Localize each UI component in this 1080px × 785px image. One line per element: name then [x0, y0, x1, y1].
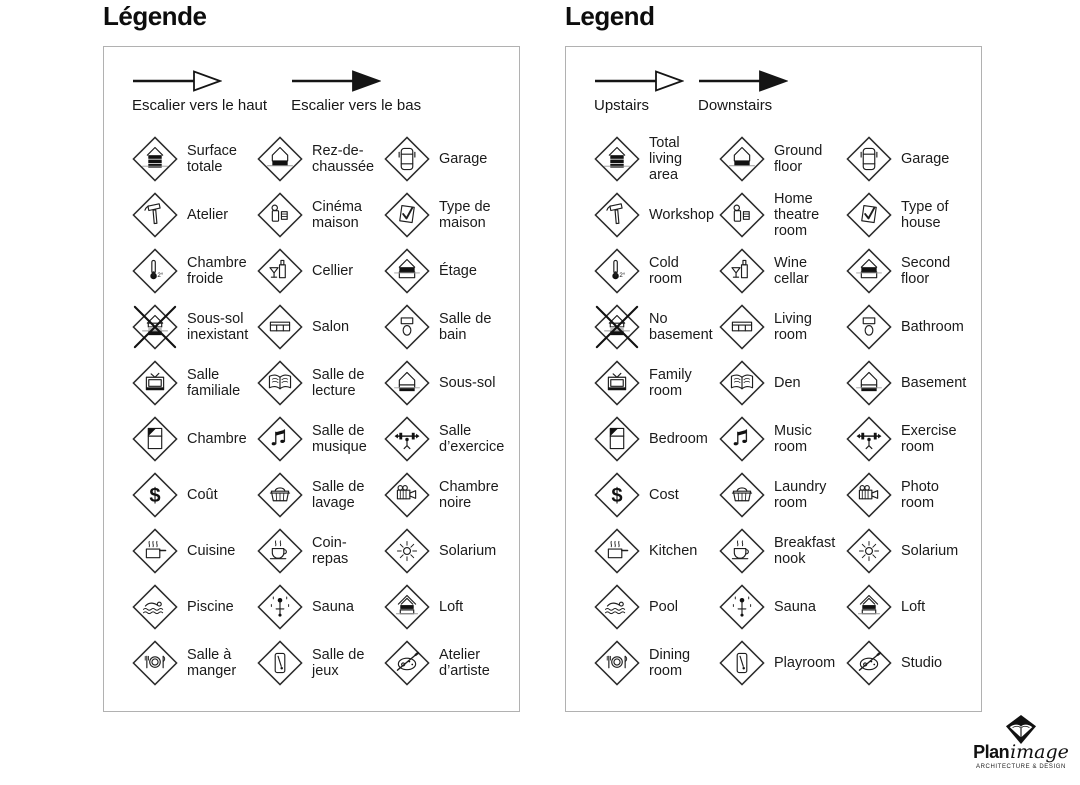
- legend-item-total-area: [132, 136, 257, 182]
- pool-icon: [594, 584, 640, 630]
- legend-item-home-theatre: [719, 191, 846, 240]
- logo-tagline: ARCHITECTURE & DESIGN: [976, 764, 1066, 770]
- legend-item-ground-floor: [257, 136, 384, 182]
- legend-item-living-room: [719, 304, 846, 350]
- legend-item-label: Bathroom: [901, 318, 964, 335]
- exercise-room-icon: [384, 416, 430, 462]
- legend-item-music-room: [719, 416, 846, 462]
- legend-item-label: No basement: [649, 310, 713, 343]
- cost-icon: [594, 472, 640, 518]
- legend-item-label: Workshop: [649, 206, 715, 223]
- legend-item-workshop: [132, 192, 257, 238]
- pool-icon: [132, 584, 178, 630]
- legend-item-pool: [132, 584, 257, 630]
- arrow-label: Escalier vers le bas: [291, 97, 422, 114]
- page-title-en: Legend: [565, 1, 655, 31]
- stairs-arrows-fr: [104, 47, 519, 131]
- legend-item-label: Sauna: [774, 598, 816, 615]
- up-arrow-icon: [594, 69, 684, 93]
- legend-item-label: Solarium: [439, 542, 497, 559]
- legend-item-label: Atelier d’artiste: [439, 646, 490, 679]
- legend-item-music-room: [257, 416, 384, 462]
- loft-icon: [384, 584, 430, 630]
- cost-icon: [132, 472, 178, 518]
- legend-item-cold-room: [132, 248, 257, 294]
- legend-item-bedroom: [594, 416, 719, 462]
- legend-item-label: Bedroom: [649, 430, 708, 447]
- legend-item-photo-room: [384, 472, 534, 518]
- legend-item-label: Salon: [312, 318, 350, 335]
- type-of-house-icon: [384, 192, 430, 238]
- ground-floor-icon: [719, 136, 765, 182]
- legend-item-label: Type of house: [901, 198, 949, 231]
- planimage-brand: [973, 743, 1069, 762]
- legend-item-second-floor: [846, 248, 996, 294]
- arrow-label: Upstairs: [594, 97, 650, 114]
- home-theatre-icon: [257, 192, 303, 238]
- legend-item-second-floor: [384, 248, 534, 294]
- type-of-house-icon: [846, 192, 892, 238]
- legend-item-label: Exercise room: [901, 422, 957, 455]
- second-floor-icon: [846, 248, 892, 294]
- ground-floor-icon: [257, 136, 303, 182]
- legend-panel-fr: [103, 46, 520, 712]
- legend-item-label: Cellier: [312, 262, 354, 279]
- cold-room-icon: [132, 248, 178, 294]
- legend-item-label: Type de maison: [439, 198, 491, 231]
- brand-plan-text: Plan: [973, 742, 1010, 762]
- legend-item-label: Photo room: [901, 478, 939, 511]
- workshop-icon: [594, 192, 640, 238]
- up-arrow-icon: [132, 69, 222, 93]
- bathroom-icon: [846, 304, 892, 350]
- studio-icon: [384, 640, 430, 686]
- legend-item-bedroom: [132, 416, 257, 462]
- legend-item-label: Loft: [439, 598, 464, 615]
- stairs-up-arrow: [132, 69, 267, 131]
- legend-item-family-room: [594, 360, 719, 406]
- legend-item-label: Garage: [439, 150, 488, 167]
- legend-item-den: [257, 360, 384, 406]
- legend-item-breakfast-nook: [257, 528, 384, 574]
- photo-room-icon: [384, 472, 430, 518]
- playroom-icon: [719, 640, 765, 686]
- legend-item-label: Sous-sol: [439, 374, 496, 391]
- legend-item-bathroom: [384, 304, 534, 350]
- music-room-icon: [257, 416, 303, 462]
- bathroom-icon: [384, 304, 430, 350]
- legend-item-exercise-room: [384, 416, 534, 462]
- legend-item-label: Sauna: [312, 598, 354, 615]
- bedroom-icon: [594, 416, 640, 462]
- garage-icon: [846, 136, 892, 182]
- legend-item-sauna: [719, 584, 846, 630]
- playroom-icon: [257, 640, 303, 686]
- legend-item-breakfast-nook: [719, 528, 846, 574]
- legend-item-studio: [846, 640, 996, 686]
- legend-item-label: Salle de lecture: [312, 366, 365, 399]
- legend-item-exercise-room: [846, 416, 996, 462]
- living-room-icon: [719, 304, 765, 350]
- legend-item-sauna: [257, 584, 384, 630]
- legend-item-playroom: [719, 640, 846, 686]
- breakfast-nook-icon: [719, 528, 765, 574]
- bedroom-icon: [132, 416, 178, 462]
- legend-item-dining-room: [594, 640, 719, 686]
- legend-item-ground-floor: [719, 136, 846, 182]
- legend-item-type-of-house: [384, 192, 534, 238]
- cold-room-icon: [594, 248, 640, 294]
- down-arrow-icon: [291, 69, 381, 93]
- legend-item-label: Solarium: [901, 542, 959, 559]
- legend-item-label: Cold room: [649, 254, 683, 287]
- legend-item-label: Atelier: [187, 206, 229, 223]
- laundry-room-icon: [257, 472, 303, 518]
- music-room-icon: [719, 416, 765, 462]
- legend-item-label: Salle de lavage: [312, 478, 365, 511]
- legend-item-label: Total living area: [649, 134, 683, 184]
- legend-item-label: Sous-sol inexistant: [187, 310, 249, 343]
- legend-item-label: Coin-repas: [312, 534, 349, 567]
- home-theatre-icon: [719, 192, 765, 238]
- svg-text:$: $: [149, 485, 161, 508]
- legend-item-label: Loft: [901, 598, 926, 615]
- legend-item-label: Étage: [439, 262, 477, 279]
- legend-item-basement: [384, 360, 534, 406]
- down-arrow-icon: [698, 69, 788, 93]
- legend-item-label: Coût: [187, 486, 218, 503]
- basement-icon: [384, 360, 430, 406]
- second-floor-icon: [384, 248, 430, 294]
- stairs-down-arrow: [291, 69, 421, 131]
- legend-item-loft: [384, 584, 534, 630]
- family-room-icon: [132, 360, 178, 406]
- legend-item-label: Chambre froide: [187, 254, 247, 287]
- loft-icon: [846, 584, 892, 630]
- legend-item-garage: [846, 136, 996, 182]
- legend-item-no-basement: [594, 304, 719, 350]
- legend-item-label: Salle de bain: [439, 310, 492, 343]
- legend-item-studio: [384, 640, 534, 686]
- legend-item-basement: [846, 360, 996, 406]
- legend-item-laundry-room: [719, 472, 846, 518]
- legend-item-label: Second floor: [901, 254, 951, 287]
- dining-room-icon: [132, 640, 178, 686]
- den-icon: [257, 360, 303, 406]
- legend-item-label: Cinéma maison: [312, 198, 362, 231]
- total-area-icon: [132, 136, 178, 182]
- legend-item-dining-room: [132, 640, 257, 686]
- page-title-fr: Légende: [103, 1, 207, 31]
- legend-item-kitchen: [594, 528, 719, 574]
- svg-text:2°: 2°: [157, 272, 164, 280]
- legend-item-label: Chambre noire: [439, 478, 499, 511]
- legend-item-label: Studio: [901, 654, 943, 671]
- legend-item-loft: [846, 584, 996, 630]
- legend-item-playroom: [257, 640, 384, 686]
- stairs-arrows-en: [566, 47, 981, 131]
- legend-item-label: Den: [774, 374, 801, 391]
- legend-item-label: Garage: [901, 150, 950, 167]
- arrow-label: Downstairs: [698, 97, 773, 114]
- legend-item-label: Basement: [901, 374, 967, 391]
- legend-item-garage: [384, 136, 534, 182]
- legend-item-label: Salle de jeux: [312, 646, 365, 679]
- legend-item-label: Breakfast nook: [774, 534, 836, 567]
- legend-item-label: Kitchen: [649, 542, 698, 559]
- legend-item-label: Piscine: [187, 598, 234, 615]
- basement-icon: [846, 360, 892, 406]
- kitchen-icon: [594, 528, 640, 574]
- legend-item-label: Home theatre room: [774, 190, 820, 240]
- laundry-room-icon: [719, 472, 765, 518]
- legend-item-solarium: [846, 528, 996, 574]
- legend-item-label: Laundry room: [774, 478, 827, 511]
- legend-item-family-room: [132, 360, 257, 406]
- breakfast-nook-icon: [257, 528, 303, 574]
- legend-item-label: Salle à manger: [187, 646, 237, 679]
- legend-item-label: Wine cellar: [774, 254, 809, 287]
- legend-item-label: Surface totale: [187, 142, 237, 175]
- legend-item-label: Salle familiale: [187, 366, 241, 399]
- legend-item-label: Living room: [774, 310, 812, 343]
- legend-item-wine-cellar: [719, 248, 846, 294]
- legend-item-workshop: [594, 192, 719, 238]
- total-area-icon: [594, 136, 640, 182]
- legend-item-label: Pool: [649, 598, 679, 615]
- brand-image-text: image: [1010, 741, 1069, 763]
- stairs-down-arrow: [698, 69, 788, 131]
- stairs-up-arrow: [594, 69, 684, 131]
- svg-text:$: $: [611, 485, 623, 508]
- sauna-icon: [257, 584, 303, 630]
- family-room-icon: [594, 360, 640, 406]
- garage-icon: [384, 136, 430, 182]
- solarium-icon: [384, 528, 430, 574]
- den-icon: [719, 360, 765, 406]
- arrow-label: Escalier vers le haut: [132, 97, 268, 114]
- solarium-icon: [846, 528, 892, 574]
- legend-item-type-of-house: [846, 192, 996, 238]
- legend-item-den: [719, 360, 846, 406]
- legend-item-label: Music room: [774, 422, 812, 455]
- living-room-icon: [257, 304, 303, 350]
- legend-item-label: Ground floor: [774, 142, 823, 175]
- legend-item-kitchen: [132, 528, 257, 574]
- workshop-icon: [132, 192, 178, 238]
- planimage-logo: [973, 714, 1069, 770]
- legend-item-label: Salle de musique: [312, 422, 367, 455]
- legend-panel-en: [565, 46, 982, 712]
- dining-room-icon: [594, 640, 640, 686]
- legend-item-label: Family room: [649, 366, 692, 399]
- legend-item-cost: [132, 472, 257, 518]
- kitchen-icon: [132, 528, 178, 574]
- wine-cellar-icon: [257, 248, 303, 294]
- photo-room-icon: [846, 472, 892, 518]
- legend-item-home-theatre: [257, 192, 384, 238]
- no-basement-icon: [594, 304, 640, 350]
- legend-grid-en: [566, 131, 981, 691]
- legend-item-total-area: [594, 135, 719, 184]
- legend-item-label: Salle d’exercice: [439, 422, 505, 455]
- legend-item-label: Chambre: [187, 430, 247, 447]
- wine-cellar-icon: [719, 248, 765, 294]
- legend-item-pool: [594, 584, 719, 630]
- legend-item-label: Cuisine: [187, 542, 236, 559]
- no-basement-icon: [132, 304, 178, 350]
- legend-item-laundry-room: [257, 472, 384, 518]
- legend-item-cost: [594, 472, 719, 518]
- legend-item-bathroom: [846, 304, 996, 350]
- legend-item-cold-room: [594, 248, 719, 294]
- legend-item-label: Dining room: [649, 646, 691, 679]
- svg-text:2°: 2°: [619, 272, 626, 280]
- legend-item-label: Rez-de-chaussée: [312, 142, 375, 175]
- legend-item-no-basement: [132, 304, 257, 350]
- legend-item-solarium: [384, 528, 534, 574]
- legend-item-label: Cost: [649, 486, 679, 503]
- legend-item-photo-room: [846, 472, 996, 518]
- legend-grid-fr: [104, 131, 519, 691]
- legend-item-wine-cellar: [257, 248, 384, 294]
- sauna-icon: [719, 584, 765, 630]
- legend-item-living-room: [257, 304, 384, 350]
- exercise-room-icon: [846, 416, 892, 462]
- legend-item-label: Playroom: [774, 654, 836, 671]
- studio-icon: [846, 640, 892, 686]
